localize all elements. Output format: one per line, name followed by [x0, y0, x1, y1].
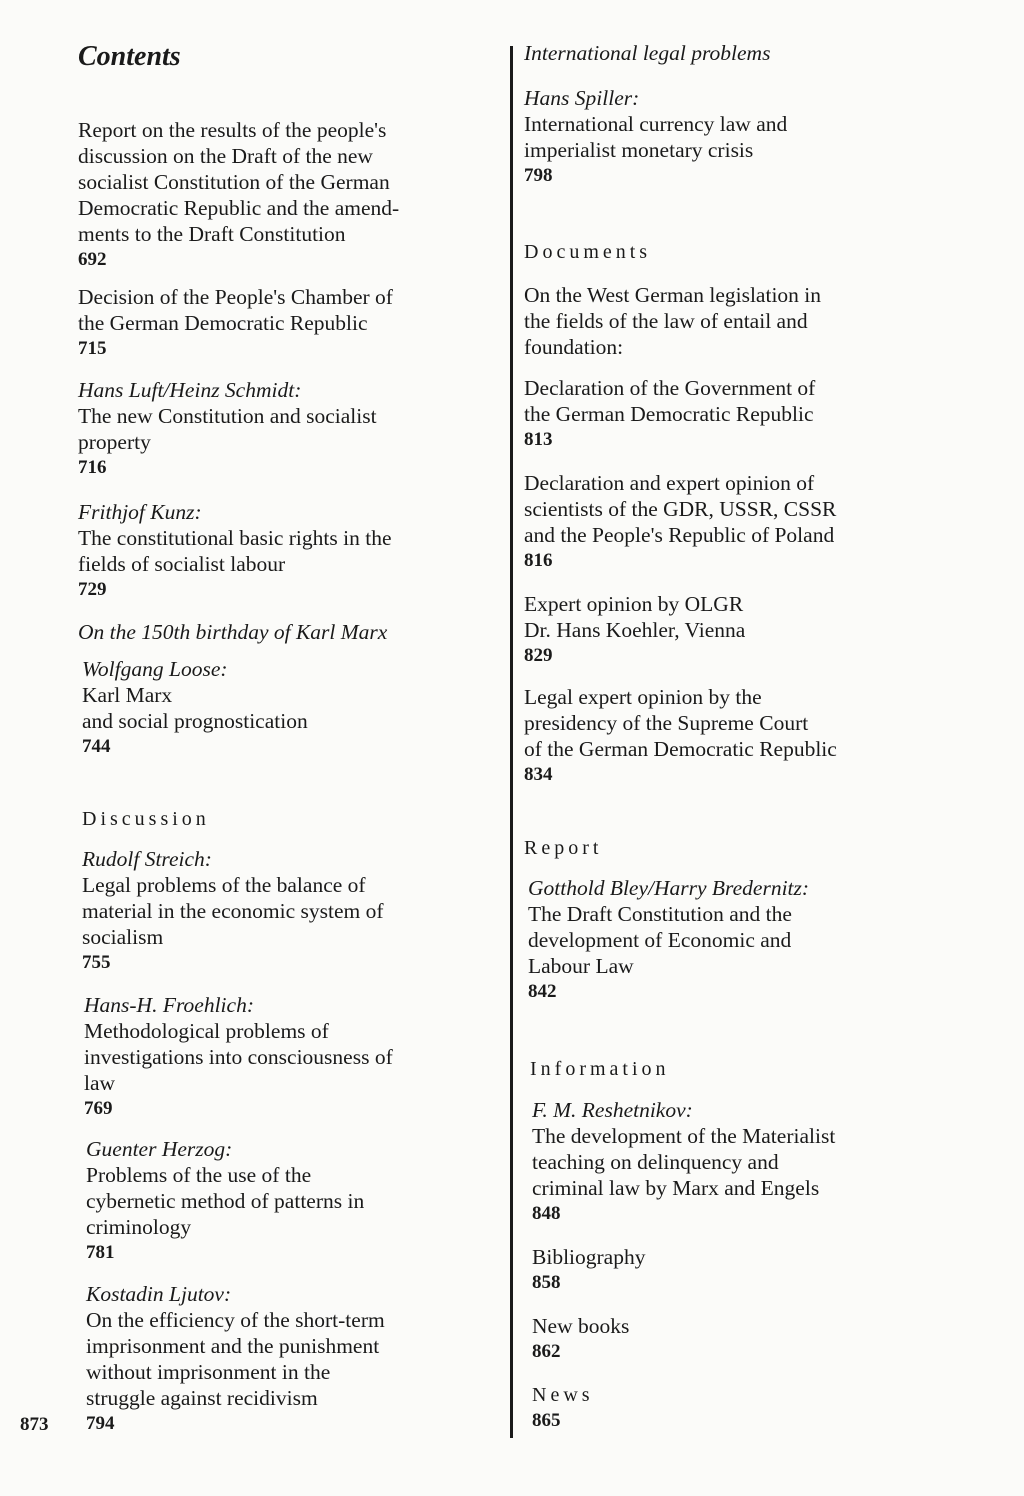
entry-title-line: Legal problems of the balance of: [82, 873, 366, 897]
entry-page-number: 834: [524, 764, 553, 785]
entry-title-line: law: [84, 1071, 116, 1095]
entry-title-line: cybernetic method of patterns in: [86, 1189, 365, 1213]
toc-entry: [530, 1056, 670, 1082]
toc-entry: [524, 375, 815, 453]
section-heading: Documents: [524, 241, 652, 263]
toc-entry: [86, 1136, 364, 1266]
toc-entry: [78, 377, 377, 481]
entry-author: Hans-H. Froehlich:: [84, 993, 254, 1017]
entry-title-line: material in the economic system of: [82, 899, 384, 923]
entry-title-line: and social prognostication: [82, 709, 308, 733]
entry-author: Frithjof Kunz:: [78, 500, 202, 524]
column-divider: [510, 46, 513, 1438]
entry-title-line: Democratic Republic and the amend-: [78, 196, 400, 220]
toc-entry: [524, 470, 836, 574]
entry-title-line: discussion on the Draft of the new: [78, 144, 373, 168]
entry-author: Kostadin Ljutov:: [86, 1282, 232, 1306]
entry-title-line: of the German Democratic Republic: [524, 737, 837, 761]
entry-page-number: 816: [524, 550, 553, 571]
section-heading: News: [532, 1384, 594, 1406]
entry-title-line: teaching on delinquency and: [532, 1150, 779, 1174]
entry-title-line: fields of socialist labour: [78, 552, 286, 576]
entry-author: Hans Spiller:: [524, 86, 640, 110]
entry-page-number: 755: [82, 952, 111, 973]
toc-entry: [82, 806, 210, 832]
entry-page-number: 858: [532, 1272, 561, 1293]
toc-entry: [82, 846, 384, 976]
entry-title-line: the German Democratic Republic: [78, 311, 368, 335]
entry-title-line: socialism: [82, 925, 164, 949]
entry-title-line: The Draft Constitution and the: [528, 902, 792, 926]
toc-entry: [78, 619, 387, 645]
entry-title-line: without imprisonment in the: [86, 1360, 331, 1384]
entry-page-number: 715: [78, 338, 107, 359]
entry-author: Wolfgang Loose:: [82, 657, 228, 681]
entry-author: F. M. Reshetnikov:: [532, 1098, 693, 1122]
entry-title-line: scientists of the GDR, USSR, CSSR: [524, 497, 837, 521]
group-heading: International legal problems: [524, 41, 771, 65]
toc-entry: [78, 284, 393, 362]
entry-author: Hans Luft/Heinz Schmidt:: [78, 378, 302, 402]
toc-entry: [524, 239, 651, 265]
toc-entry: [84, 992, 393, 1122]
entry-title-line: imprisonment and the punishment: [86, 1334, 380, 1358]
entry-title-line: socialist Constitution of the German: [78, 170, 390, 194]
entry-page-number: 842: [528, 981, 557, 1002]
entry-title-line: Declaration of the Government of: [524, 376, 816, 400]
entry-page-number: 769: [84, 1098, 113, 1119]
entry-title-line: Karl Marx: [82, 683, 173, 707]
entry-page-number: 716: [78, 457, 107, 478]
entry-title-line: struggle against recidivism: [86, 1386, 318, 1410]
entry-title-line: Report on the results of the people's: [78, 118, 387, 142]
entry-title-line: New books: [532, 1314, 630, 1338]
entry-title-line: property: [78, 430, 151, 454]
toc-entry: [532, 1382, 594, 1434]
toc-entry: [524, 835, 602, 861]
entry-title-line: foundation:: [524, 335, 624, 359]
section-heading: Report: [524, 837, 603, 859]
entry-title-line: The development of the Materialist: [532, 1124, 836, 1148]
entry-title-line: International currency law and: [524, 112, 788, 136]
section-heading: Information: [530, 1058, 670, 1080]
toc-entry: [78, 117, 399, 273]
toc-entry: [528, 875, 809, 1005]
entry-title-line: Declaration and expert opinion of: [524, 471, 815, 495]
toc-entry: [86, 1281, 385, 1437]
section-heading: Discussion: [82, 808, 210, 830]
entry-title-line: Labour Law: [528, 954, 634, 978]
toc-entry: [78, 499, 391, 603]
toc-entry: [524, 684, 837, 788]
entry-title-line: development of Economic and: [528, 928, 792, 952]
entry-page-number: 744: [82, 736, 111, 757]
entry-title-line: Problems of the use of the: [86, 1163, 312, 1187]
toc-entry: [524, 40, 770, 66]
page-title: Contents: [78, 41, 181, 72]
entry-page-number: 798: [524, 165, 553, 186]
toc-entry: [532, 1097, 835, 1227]
page-number: 873: [20, 1414, 49, 1435]
entry-title-line: Bibliography: [532, 1245, 646, 1269]
entry-page-number: 865: [532, 1410, 561, 1431]
entry-author: Gotthold Bley/Harry Bredernitz:: [528, 876, 810, 900]
entry-page-number: 729: [78, 579, 107, 600]
entry-title-line: presidency of the Supreme Court: [524, 711, 809, 735]
entry-title-line: criminal law by Marx and Engels: [532, 1176, 820, 1200]
group-heading: On the 150th birthday of Karl Marx: [78, 620, 388, 644]
entry-title-line: Expert opinion by OLGR: [524, 592, 744, 616]
entry-title-line: The new Constitution and socialist: [78, 404, 377, 428]
toc-entry: [532, 1313, 629, 1365]
entry-author: Rudolf Streich:: [82, 847, 212, 871]
entry-page-number: 794: [86, 1413, 115, 1434]
toc-entry: [524, 282, 821, 360]
entry-title-line: The constitutional basic rights in the: [78, 526, 392, 550]
entry-title-line: and the People's Republic of Poland: [524, 523, 835, 547]
entry-page-number: 862: [532, 1341, 561, 1362]
entry-page-number: 829: [524, 645, 553, 666]
entry-page-number: 813: [524, 429, 553, 450]
toc-entry: [524, 85, 787, 189]
entry-title-line: the fields of the law of entail and: [524, 309, 808, 333]
entry-title-line: Methodological problems of: [84, 1019, 329, 1043]
entry-title-line: the German Democratic Republic: [524, 402, 814, 426]
toc-entry: [524, 591, 745, 669]
entry-page-number: 692: [78, 249, 107, 270]
toc-entry: [82, 656, 308, 760]
entry-title-line: investigations into consciousness of: [84, 1045, 393, 1069]
entry-title-line: Dr. Hans Koehler, Vienna: [524, 618, 746, 642]
entry-title-line: Decision of the People's Chamber of: [78, 285, 393, 309]
entry-author: Guenter Herzog:: [86, 1137, 233, 1161]
entry-title-line: ments to the Draft Constitution: [78, 222, 346, 246]
entry-title-line: Legal expert opinion by the: [524, 685, 762, 709]
entry-title-line: On the West German legislation in: [524, 283, 822, 307]
entry-title-line: criminology: [86, 1215, 192, 1239]
entry-page-number: 781: [86, 1242, 115, 1263]
entry-title-line: On the efficiency of the short-term: [86, 1308, 385, 1332]
entry-title-line: imperialist monetary crisis: [524, 138, 754, 162]
entry-page-number: 848: [532, 1203, 561, 1224]
toc-entry: [532, 1244, 645, 1296]
